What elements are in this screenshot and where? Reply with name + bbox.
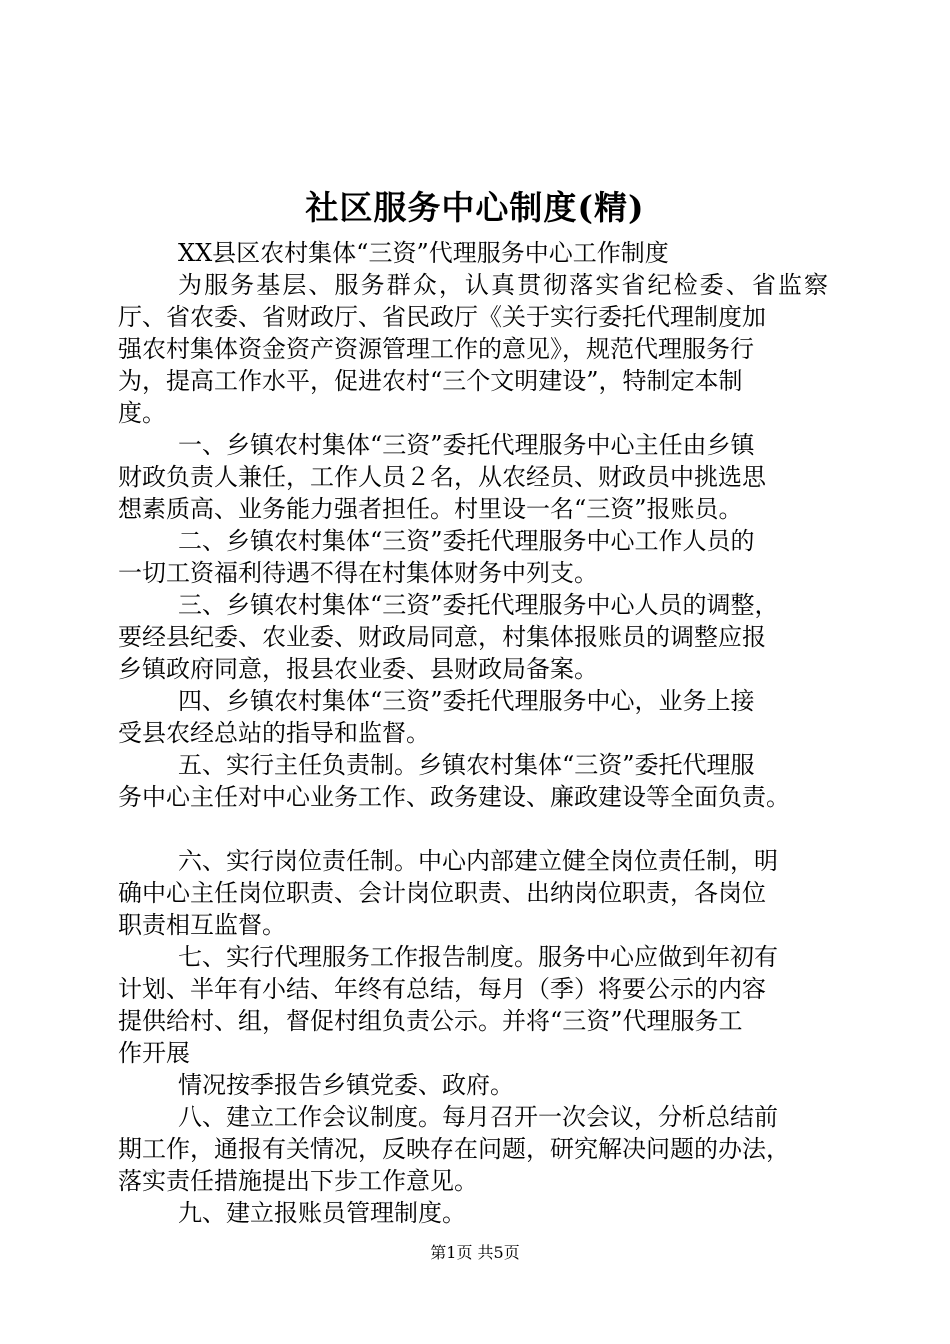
paragraph-line: 务中心主任对中心业务工作、政务建设、廉政建设等全面负责。 xyxy=(118,783,790,811)
paragraph-line: 期工作，通报有关情况，反映存在问题，研究解决问题的办法， xyxy=(118,1135,790,1163)
paragraph-line: 要经县纪委、农业委、财政局同意，村集体报账员的调整应报 xyxy=(118,623,766,651)
paragraph-line: 想素质高、业务能力强者担任。村里设一名“三资”报账员。 xyxy=(118,495,743,523)
paragraph-line: 职责相互监督。 xyxy=(118,911,286,939)
paragraph-line: 为服务基层、服务群众，认真贯彻落实省纪检委、省监察 xyxy=(178,271,828,299)
paragraph-line: 三、乡镇农村集体“三资”委托代理服务中心人员的调整， xyxy=(178,591,779,619)
paragraph-line: 受县农经总站的指导和监督。 xyxy=(118,719,430,747)
paragraph-line: 落实责任措施提出下步工作意见。 xyxy=(118,1167,478,1195)
paragraph-line: 确中心主任岗位职责、会计岗位职责、出纳岗位职责，各岗位 xyxy=(118,879,766,907)
paragraph-line: 五、实行主任负责制。乡镇农村集体“三资”委托代理服 xyxy=(178,751,755,779)
paragraph-line: 九、建立报账员管理制度。 xyxy=(178,1199,466,1227)
paragraph-line: 提供给村、组，督促村组负责公示。并将“三资”代理服务工 xyxy=(118,1007,743,1035)
paragraph-line: 二、乡镇农村集体“三资”委托代理服务中心工作人员的 xyxy=(178,527,755,555)
paragraph-line: 作开展 xyxy=(118,1039,190,1067)
paragraph-line: 七、实行代理服务工作报告制度。服务中心应做到年初有 xyxy=(178,943,778,971)
paragraph-line: 强农村集体资金资产资源管理工作的意见》，规范代理服务行 xyxy=(118,335,754,363)
paragraph-line: 一、乡镇农村集体“三资”委托代理服务中心主任由乡镇 xyxy=(178,431,755,459)
paragraph-line: 情况按季报告乡镇党委、政府。 xyxy=(178,1071,514,1099)
paragraph-line: 财政负责人兼任，工作人员２名，从农经员、财政员中挑选思 xyxy=(118,463,766,491)
paragraph-line: 六、实行岗位责任制。中心内部建立健全岗位责任制，明 xyxy=(178,847,778,875)
paragraph-line: 为，提高工作水平，促进农村“三个文明建设”，特制定本制 xyxy=(118,367,743,395)
paragraph-line: 四、乡镇农村集体“三资”委托代理服务中心，业务上接 xyxy=(178,687,755,715)
paragraph-line: 一切工资福利待遇不得在村集体财务中列支。 xyxy=(118,559,598,587)
document-subtitle: XX县区农村集体“三资”代理服务中心工作制度 xyxy=(178,239,669,267)
paragraph-line: 八、建立工作会议制度。每月召开一次会议，分析总结前 xyxy=(178,1103,778,1131)
paragraph-line: 厅、省农委、省财政厅、省民政厅《关于实行委托代理制度加 xyxy=(118,303,766,331)
paragraph-line: 度。 xyxy=(118,399,166,427)
paragraph-line: 计划、半年有小结、年终有总结，每月（季）将要公示的内容 xyxy=(118,975,766,1003)
page-number: 第1页 共5页 xyxy=(430,1243,520,1262)
document-title: 社区服务中心制度(精) xyxy=(305,188,645,227)
paragraph-line: 乡镇政府同意，报县农业委、县财政局备案。 xyxy=(118,655,598,683)
